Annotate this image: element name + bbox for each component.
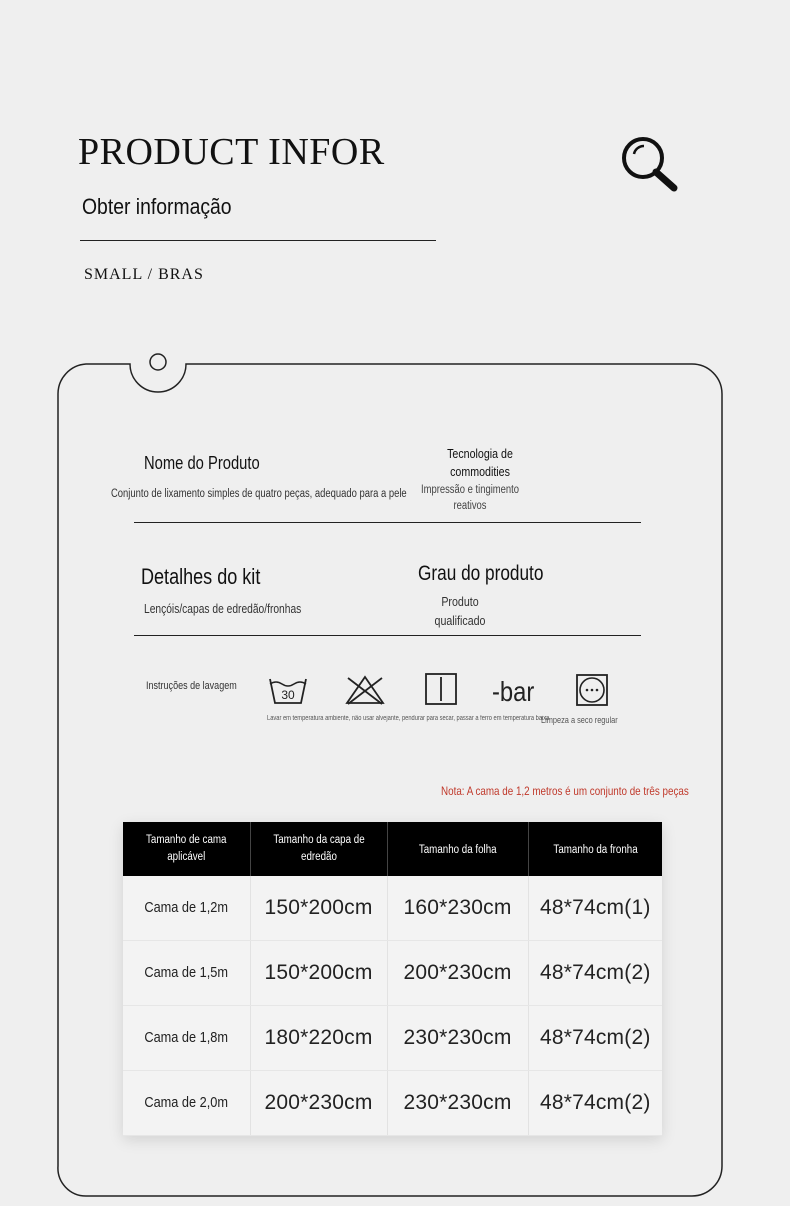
page-subtitle: Obter informação [82,194,232,219]
pillowcase-size-cell: 48*74cm(2) [528,941,662,1006]
header-pillowcase-size: Tamanho da fronha [528,822,662,876]
duvet-size-cell: 200*230cm [250,1071,387,1136]
page-title: PRODUCT INFOR [78,131,385,173]
sheet-size-cell: 230*230cm [387,1071,528,1136]
washing-description: Lavar em temperatura ambiente, não usar alvejante, pendurar para secar, passar a ferro em temperatura baixa [267,715,550,722]
duvet-size-cell: 180*220cm [250,1006,387,1071]
pillowcase-size-cell: 48*74cm(1) [528,876,662,941]
dry-clean-icon [575,673,609,707]
sheet-size-cell: 160*230cm [387,876,528,941]
pillowcase-size-cell: 48*74cm(2) [528,1006,662,1071]
bed-size-cell: Cama de 1,2m [123,876,250,941]
wash-30-icon [268,676,308,706]
bed-size-cell: Cama de 1,5m [123,941,250,1006]
washing-description-end: Limpeza a seco regular [541,715,618,725]
iron-low-icon: -bar [492,676,535,707]
note-text: Nota: A cama de 1,2 metros é um conjunto de três peças [441,784,689,798]
duvet-size-cell: 150*200cm [250,876,387,941]
header-duvet-size: Tamanho da capa de edredão [250,822,387,876]
search-icon [618,134,680,194]
table-row [123,1006,662,1071]
bed-size-cell: Cama de 2,0m [123,1071,250,1136]
table-row [123,1071,662,1136]
hang-dry-icon [424,672,458,706]
product-name-value: Conjunto de lixamento simples de quatro peças, adequado para a pele [111,488,407,500]
table-row [123,941,662,1006]
bed-size-cell: Cama de 1,8m [123,1006,250,1071]
kit-value: Lençóis/capas de edredão/fronhas [144,602,302,616]
duvet-size-cell: 150*200cm [250,941,387,1006]
header-bed-size: Tamanho de cama aplicável [123,822,250,876]
grade-label: Grau do produto [418,562,544,585]
kit-label: Detalhes do kit [141,564,261,589]
sheet-size-cell: 200*230cm [387,941,528,1006]
header-sheet-size: Tamanho da folha [387,822,528,876]
section-divider-2 [134,635,641,636]
no-bleach-icon [344,674,386,706]
sheet-size-cell: 230*230cm [387,1006,528,1071]
technology-label: Tecnologia de commodities [447,446,513,479]
table-header-row [123,822,662,876]
size-table [123,822,662,1136]
section-divider-1 [134,522,641,523]
technology-value: Impressão e tingimento reativos [420,484,520,512]
tagline: SMALL / BRAS [84,266,204,283]
grade-value: Produto qualificado [434,594,486,628]
wash-temperature: 30 [281,688,295,702]
washing-label: Instruções de lavagem [146,680,237,692]
header-divider [80,240,436,241]
table-row [123,876,662,941]
product-name-label: Nome do Produto [144,453,260,473]
pillowcase-size-cell: 48*74cm(2) [528,1071,662,1136]
